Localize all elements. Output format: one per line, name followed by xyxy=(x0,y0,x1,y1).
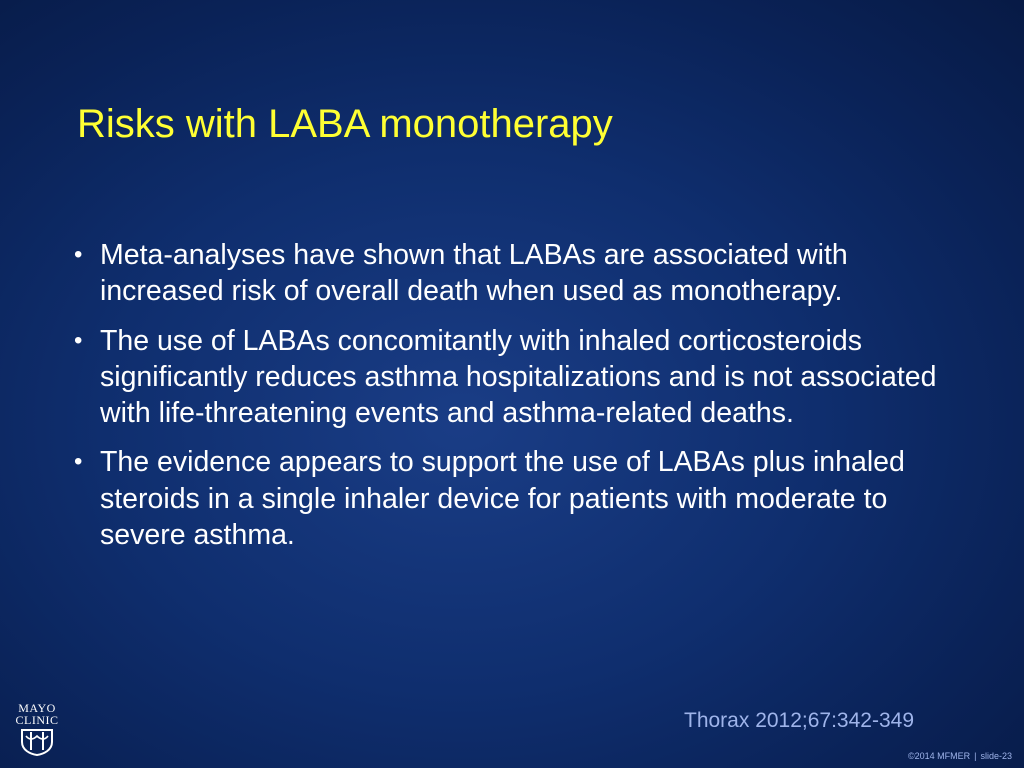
mayo-clinic-logo xyxy=(11,702,63,762)
footer-separator: | xyxy=(974,751,977,761)
bullet-dot-icon: • xyxy=(74,326,83,354)
bullet-text: Meta-analyses have shown that LABAs are associated with increased risk of overall death when used as monotherapy. xyxy=(100,239,848,308)
bullet-dot-icon: • xyxy=(74,241,83,268)
slide-footer xyxy=(908,750,1012,762)
citation-reference: Thorax 2012;67:342-349 xyxy=(684,709,915,732)
copyright-text: ©2014 MFMER xyxy=(907,751,971,761)
bullet-list xyxy=(74,237,974,566)
mayo-shield-icon xyxy=(20,728,54,756)
bullet-text: The use of LABAs concomitantly with inhaled corticosteroids significantly reduces asthma hospitalizations and is not associated with life-threatening events and asthma-related deaths. xyxy=(100,324,937,430)
logo-text-line2: CLINIC xyxy=(15,713,59,727)
logo-text-line1: MAYO xyxy=(18,701,56,715)
slide-number: slide-23 xyxy=(980,751,1012,761)
bullet-item xyxy=(74,237,974,310)
bullet-dot-icon: • xyxy=(74,448,83,476)
bullet-text: The evidence appears to support the use of LABAs plus inhaled steroids in a single inhaler device for patients with moderate to severe asthma. xyxy=(100,446,905,552)
bullet-item xyxy=(74,323,974,432)
slide-title: Risks with LABA monotherapy xyxy=(77,102,613,146)
bullet-item xyxy=(74,444,974,553)
